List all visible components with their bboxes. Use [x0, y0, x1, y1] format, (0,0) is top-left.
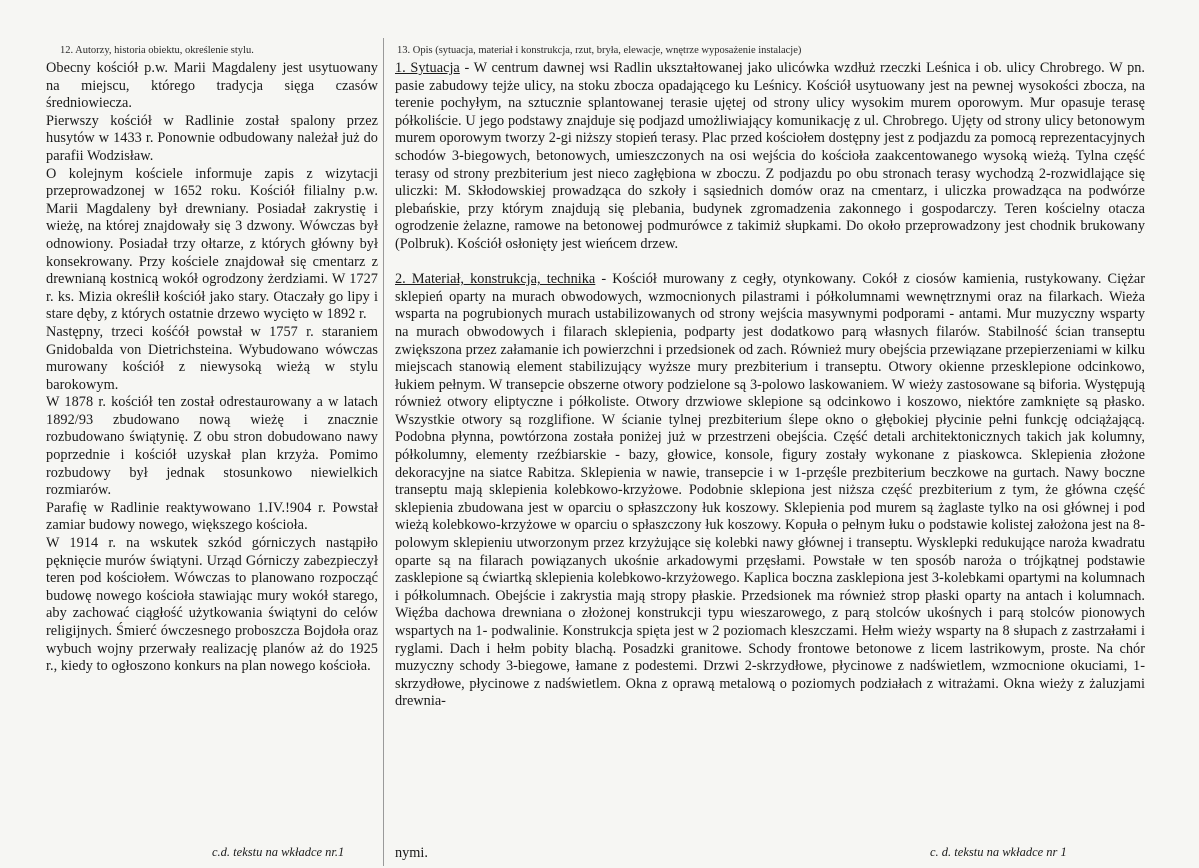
section-situation-body: - W centrum dawnej wsi Radlin ukształtowanej jako ulicówka wzdłuż rzeczki Leśnica i ob. ulicy Chrobrego. W pn. pasie zabudowy tejże ulicy, na stoku zbocza opadającego ku Leśnicy. Kościół usytuowany jest na pewnej wysokości zbocza, na terenie pochyłym, na sztucznie splantowanej terasie ujętej od strony ulicy wysokim murem oporowym. Mur opasuje terasę półkoliście. U jego podstawy znajduje się podjazd umożliwiający komunikację z ul. Chrobrego. Ujęty od strony ulicy betonowym murem oporowym tworzy 2-gi niższy stopień terasy. Plac przed kościołem dostępny jest z podjazdu za pomocą reprezentacyjnych schodów 3-biegowych, betonowych, umieszczonych na osi wejścia do kościoła zaakcentowanego wysoką wieżą. Tylna część terasy od strony prezbiterium jest nieco zagłębiona w zboczu. Z podjazdu po obu stronach terasy wychodzą 2-rozwidlające się uliczki: M. Skłodowskiej prowadząca do szkoły i sąsiednich domów oraz na cmentarz, i uliczka prowadząca na podwórze plebańskie, przy którym znajdują się plebania, budynek zgromadzenia zakonnego i gospodarczy. Teren kościelny otacza ogrodzenie żelazne, ramowe na betonowej podmurówce z takimiż słupkami. Do około przeprowadzony jest chodnik brukowany (Polbruk). Kościół osłonięty jest wieńcem drzew. [395, 60, 1145, 252]
section-material [395, 271, 1145, 711]
section-material-title: 2. Materiał, konstrukcja, technika [395, 271, 596, 288]
history-continued-note: c.d. tekstu na wkładce nr.1 [212, 845, 345, 859]
history-paragraph: Parafię w Radlinie reaktywowano 1.IV.!904 r. Powstał zamiar budowy nowego, większego kościoła. [46, 499, 378, 534]
section-spacer [395, 254, 1145, 272]
column-divider [383, 38, 384, 866]
history-text [46, 60, 378, 676]
history-column [46, 44, 378, 676]
description-tail: nymi. [395, 845, 428, 861]
history-paragraph: Pierwszy kościół w Radlinie został spalony przez husytów w 1433 r. Ponownie odbudowany należał już do parafii Wodzisław. [46, 112, 378, 164]
history-paragraph: O kolejnym kościele informuje zapis z wizytacji przeprowadzonej w 1652 roku. Kościół filialny p.w. Marii Magdaleny był drewniany. Posiadał zakrystię i wieżę, na której znajdowały się 3 dzwony. Wówczas był odnowiony. Posiadał trzy ołtarze, z których główny był konsekrowany. Przy kościele znajdował się cmentarz z drewnianą kostnicą wokół ogrodzony żerdziami. W 1727 r. ks. Mizia określił kościół jako stary. Otaczały go lipy i stare dęby, z których ostatnie drzewo wycięto w 1892 r. [46, 165, 378, 323]
section-material-body: - Kościół murowany z cegły, otynkowany. Cokół z ciosów kamienia, rustykowany. Ciężar sklepień oparty na murach obwodowych, wzmocnionych pilastrami i półkolumnami wewnętrznymi oraz na filarkach. Wieża wsparta na pogrubionych murach ustabilizowanych od strony wejścia masywnymi podporami - antami. Mur muzyczny wsparty na murach obwodowych i filarach sklepienia, podparty jest dodatkowo parą własnych filarów. Stabilność ścian transeptu zwiększona przez załamanie ich powierzchni i przedsionek od zach. Również mury obejścia przewiązane przepierzeniami w kilku miejscach stanowią element stabilizujący wyższe mury prezbiterium i transeptu. Otwory okienne przesklepione odcinkowo, łukiem pełnym. W transepcie obszerne otwory podzielone są 3-polowo laskowaniem. W wieży zastosowane są biforia. Występują również otwory eliptyczne i półkoliste. Otwory drzwiowe sklepione są odcinkowo i koszowo, niektóre zamknięte są płasko. Wszystkie otwory są rozglifione. W ścianie tylnej prezbiterium ślepe okno o głębokiej płycinie pełni funkcję odciążającą. Podobna płynna, powtórzona została poniżej już w przestrzeni obejścia. Część detali architektonicznych takich jak kolumny, półkolumny, elementy rzeźbiarskie - bazy, głowice, konsole, figury zostały wykonane z piaskowca. Sklepienia złożone dekoracyjne na siatce Rabitza. Sklepienia w nawie, transepcie i w 1-przęśle prezbiterium beczkowe na gurtach. Nawy boczne transeptu mają sklepienia kolebkowo-krzyżowe. Podobnie sklepiona jest niższa część prezbiterium z tym, że główna część sklepienia zbudowana jest w oparciu o spłaszczony łuk koszowy. Sklepienia pod murem są żaglaste tylko na osi głównej i pod wieżą kolebkowo-krzyżowe w oparciu o spłaszczony łuk koszowy. Kopuła o pełnym łuku o podstawie kolistej założona jest na 8-polowym sklepieniu utworzonym przez krzyżujące się kolebki nawy głównej i transeptu. Wysklepki redukujące naroża kwadratu oparte są na filarach powiązanych ukośnie arkadowymi przęsłami. Powstałe w ten sposób naroża o trójkątnej podstawie zasklepione są ćwiartką sklepienia kolebkowo-krzyżowego. Kaplica boczna zasklepiona jest 3-kolebkami opartymi na kolumnach i półkolumnach. Obejście i zakrystia mają stropy płaskie. Przedsionek ma również strop płaski oparty na antach i kolumnach. Więźba dachowa drewniana o złożonej konstrukcji typu wieszarowego, z parą stolców ukośnych i parą stolców pionowych wspartych na 1- podwalinie. Konstrukcja spięta jest w 2 poziomach kleszczami. Hełm wieży wsparty na 8 słupach z zastrzałami i ryglami. Dach i hełm pobity blachą. Posadzki granitowe. Schody frontowe betonowe z licem lastrikowym, proste. Na chór muzyczny schody 3-biegowe, łamane z podestemi. Drzwi 2-skrzydłowe, płycinowe z nadświetlem, wzmocnione okuciami, 1-skrzydłowe, płycinowe z nadświetlem. Okna z oprawą metalową o poziomych podziałach z witrażami. Okna wieży z żaluzjami drewnia- [395, 271, 1145, 710]
description-continued-note: c. d. tekstu na wkładce nr 1 [930, 845, 1067, 859]
history-paragraph: Następny, trzeci kośćół powstał w 1757 r. staraniem Gnidobalda von Dietrichsteina. Wybudowano wówczas murowany kościół z niewysoką wieżą w stylu barokowym. [46, 323, 378, 393]
history-paragraph: Obecny kościół p.w. Marii Magdaleny jest usytuowany na miejscu, którego tradycja sięga czasów średniowiecza. [46, 60, 378, 112]
description-column [395, 44, 1145, 711]
history-paragraph: W 1878 r. kościół ten został odrestaurowany a w latach 1892/93 zbudowano nową wieżę i znacznie rozbudowano świątynię. Z obu stron dobudowano nawy poprzednie i kościół uzyskał plan krzyża. Pomimo rozbudowy był jednak stosunkowo niewielkich rozmiarów. [46, 394, 378, 499]
description-text [395, 60, 1145, 711]
history-header: 12. Autorzy, historia obiektu, określenie stylu. [60, 45, 254, 56]
history-paragraph: W 1914 r. na wskutek szkód górniczych nastąpiło pęknięcie murów świątyni. Urząd Górniczy zabezpieczył teren pod kościołem. Wówczas to planowano rozpocząć budowę nowego kościoła stawiając mury wokół starego, aby zachować ciągłość użytkowania świątyni do celów religijnych. Śmierć ówczesnego proboszcza Bojdoła oraz wybuch wojny przerwały realizację planów aż do 1925 r., kiedy to ogłoszono konkurs na plan nowego kościoła. [46, 535, 378, 675]
description-header: 13. Opis (sytuacja, materiał i konstrukcja, rzut, bryła, elewacje, wnętrze wyposażenie instalacje) [397, 45, 802, 56]
section-situation [395, 60, 1145, 254]
section-situation-title: 1. Sytuacja [395, 60, 460, 76]
